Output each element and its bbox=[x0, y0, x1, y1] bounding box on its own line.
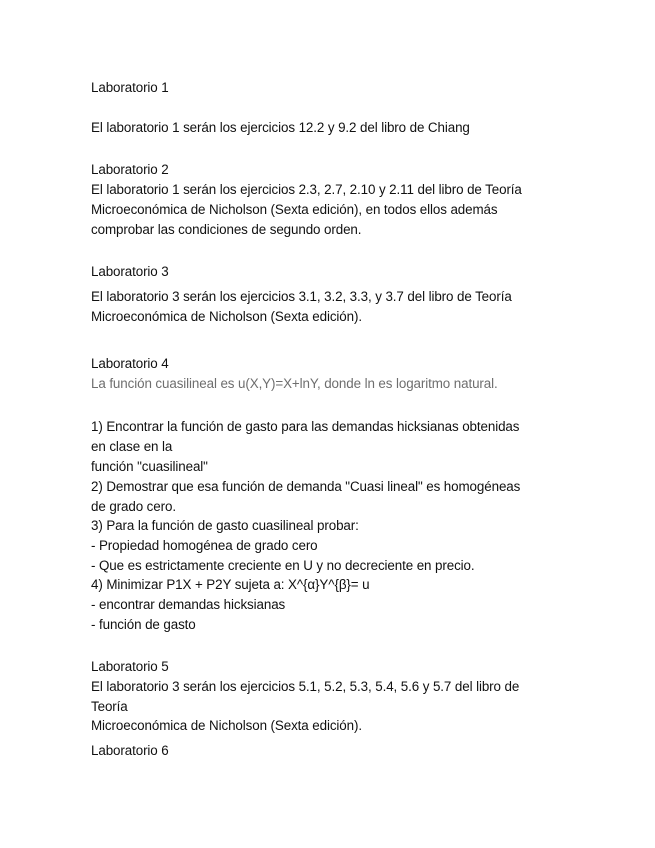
lab2-line: El laboratorio 1 serán los ejercicios 2.3, 2.7, 2.10 y 2.11 del libro de Teoría bbox=[91, 182, 522, 197]
lab4-item: - encontrar demandas hicksianas bbox=[91, 597, 286, 612]
lab4-item: - Propiedad homogénea de grado cero bbox=[91, 538, 318, 553]
lab5-line: El laboratorio 3 serán los ejercicios 5.1, 5.2, 5.3, 5.4, 5.6 y 5.7 del libro de bbox=[91, 679, 520, 694]
lab4-item: en clase en la bbox=[91, 439, 173, 454]
lab4-item: - Que es estrictamente creciente en U y no decreciente en precio. bbox=[91, 558, 475, 573]
lab3-heading: Laboratorio 3 bbox=[91, 264, 169, 279]
lab4-item: 4) Minimizar P1X + P2Y sujeta a: X^{α}Y^{β}= u bbox=[91, 577, 370, 592]
lab1-text: El laboratorio 1 serán los ejercicios 12.2 y 9.2 del libro de Chiang bbox=[91, 120, 470, 135]
lab4-intro: La función cuasilineal es u(X,Y)=X+lnY, donde ln es logaritmo natural. bbox=[91, 376, 498, 391]
lab5-line: Microeconómica de Nicholson (Sexta edición). bbox=[91, 718, 362, 733]
lab2-line: comprobar las condiciones de segundo orden. bbox=[91, 222, 362, 237]
lab4-item: 2) Demostrar que esa función de demanda "Cuasi lineal" es homogéneas bbox=[91, 479, 521, 494]
lab4-item: - función de gasto bbox=[91, 617, 196, 632]
lab2-line: Microeconómica de Nicholson (Sexta edición), en todos ellos además bbox=[91, 202, 498, 217]
lab4-heading: Laboratorio 4 bbox=[91, 356, 169, 371]
lab3-line: Microeconómica de Nicholson (Sexta edición). bbox=[91, 309, 362, 324]
lab3-line: El laboratorio 3 serán los ejercicios 3.1, 3.2, 3.3, y 3.7 del libro de Teoría bbox=[91, 289, 512, 304]
lab6-heading: Laboratorio 6 bbox=[91, 743, 169, 758]
lab1-heading: Laboratorio 1 bbox=[91, 80, 169, 95]
lab4-item: de grado cero. bbox=[91, 499, 176, 514]
lab5-line: Teoría bbox=[91, 699, 128, 714]
lab4-item: 1) Encontrar la función de gasto para las demandas hicksianas obtenidas bbox=[91, 419, 520, 434]
lab2-heading: Laboratorio 2 bbox=[91, 162, 169, 177]
lab4-item: 3) Para la función de gasto cuasilineal probar: bbox=[91, 518, 359, 533]
lab5-heading: Laboratorio 5 bbox=[91, 659, 169, 674]
lab4-item: función "cuasilineal" bbox=[91, 459, 208, 474]
